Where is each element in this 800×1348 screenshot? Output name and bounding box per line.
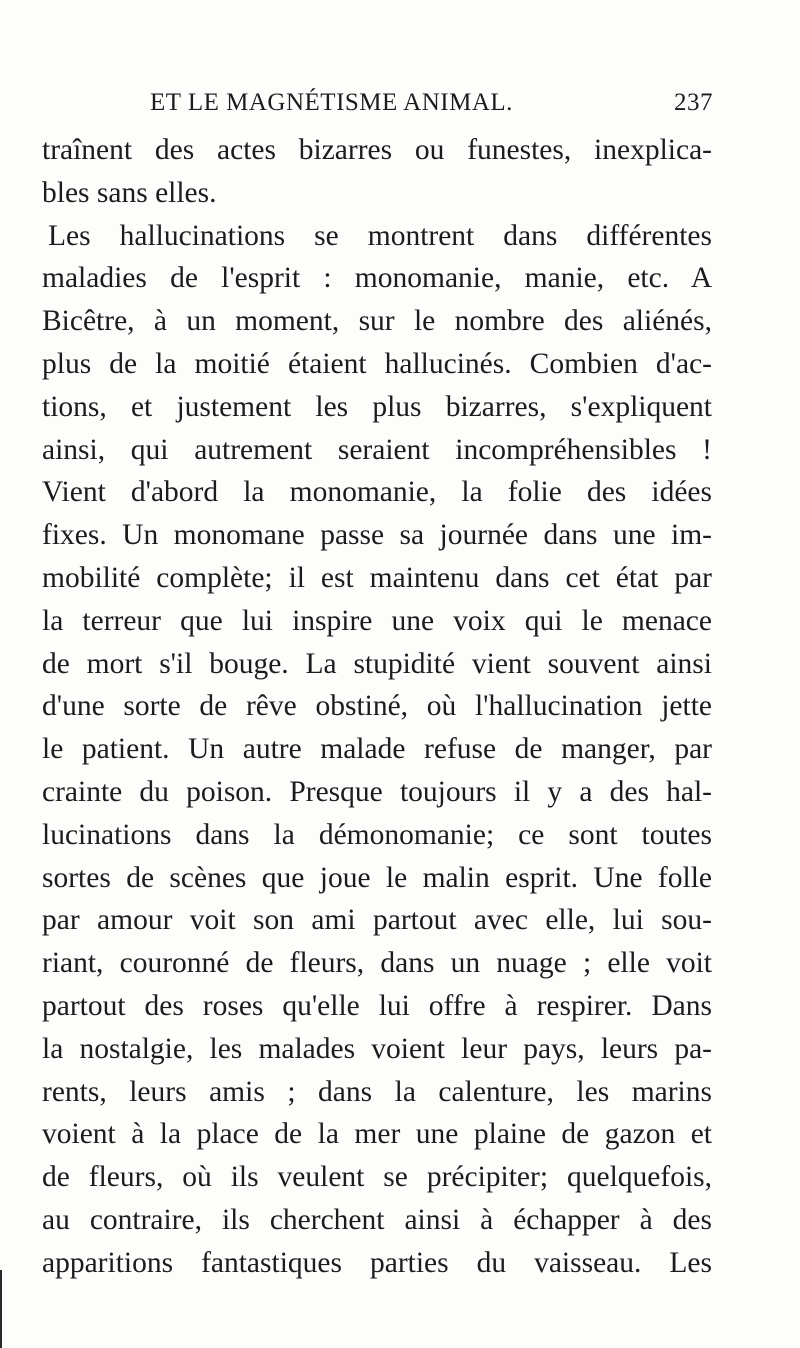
text-line: Vient d'abord la monomanie, la folie des idées — [42, 476, 712, 509]
text-line: partout des roses qu'elle lui offre à respirer. Dans — [42, 989, 712, 1022]
text-line: mobilité complète; il est maintenu dans cet état par — [42, 561, 712, 594]
page-number: 237 — [674, 89, 713, 116]
text-line: la terreur que lui inspire une voix qui le menace — [42, 604, 712, 637]
text-line: apparitions fantastiques parties du vaisseau. Les — [42, 1246, 712, 1279]
text-line: au contraire, ils cherchent ainsi à échapper à des — [42, 1203, 712, 1236]
text-line: d'une sorte de rêve obstiné, où l'hallucination jette — [42, 690, 712, 723]
text-line: maladies de l'esprit : monomanie, manie, etc. A — [42, 262, 712, 295]
text-line: Bicêtre, à un moment, sur le nombre des aliénés, — [42, 305, 712, 338]
text-line: sortes de scènes que joue le malin esprit. Une folle — [42, 861, 712, 894]
text-line: ainsi, qui autrement seraient incompréhensibles ! — [42, 433, 712, 466]
text-line: de mort s'il bouge. La stupidité vient souvent ainsi — [42, 647, 712, 680]
text-line: tions, et justement les plus bizarres, s'expliquent — [42, 390, 712, 423]
text-line: crainte du poison. Presque toujours il y a des hal- — [42, 775, 712, 808]
text-line: bles sans elles. — [42, 176, 217, 209]
text-line: traînent des actes bizarres ou funestes, inexplica- — [42, 134, 712, 166]
running-head — [150, 86, 713, 120]
text-line: plus de la moitié étaient hallucinés. Combien d'ac- — [42, 347, 712, 380]
text-line: le patient. Un autre malade refuse de manger, par — [42, 733, 712, 766]
text-line: Les hallucinations se montrent dans différentes — [48, 219, 712, 252]
text-line: la nostalgie, les malades voient leur pays, leurs pa- — [42, 1032, 712, 1065]
text-line: par amour voit son ami partout avec elle, lui sou- — [42, 904, 712, 937]
body-text — [42, 129, 712, 1285]
text-line: riant, couronné de fleurs, dans un nuage ; elle voit — [42, 947, 712, 980]
text-line: fixes. Un monomane passe sa journée dans une im- — [42, 519, 712, 552]
text-line: rents, leurs amis ; dans la calenture, les marins — [42, 1075, 712, 1108]
text-line: lucinations dans la démonomanie; ce sont toutes — [42, 818, 712, 851]
text-line: de fleurs, où ils veulent se précipiter; quelquefois, — [42, 1161, 712, 1194]
text-line: voient à la place de la mer une plaine de gazon et — [42, 1118, 712, 1151]
running-title: ET LE MAGNÉTISME ANIMAL. — [150, 89, 513, 116]
page-edge-shadow — [0, 1270, 2, 1348]
